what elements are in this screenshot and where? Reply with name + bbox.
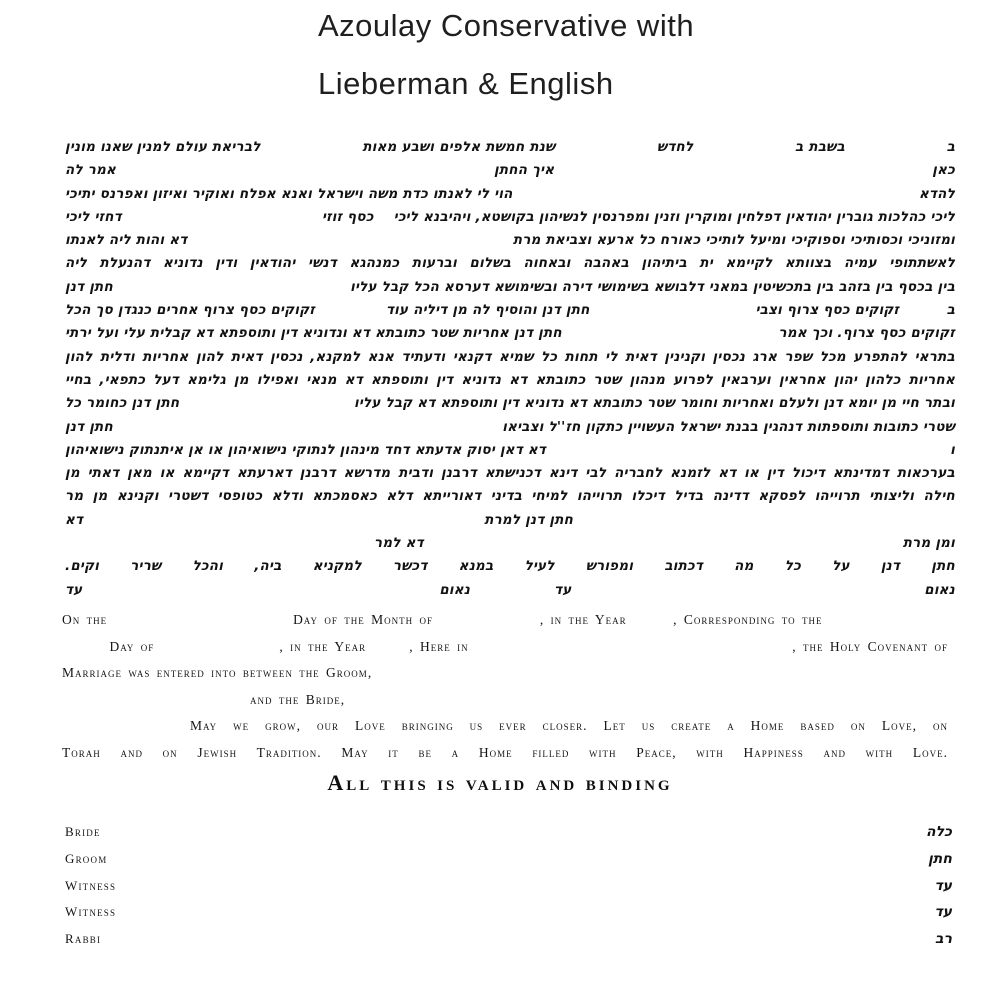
hebrew-line: לאשתתופי עמיה בצוותא לקיימא ית ביתיהון באהבה ובאחוה בשלום וברעות כמנהגא דנשי יהודאין ודין נדוניא דהנעלת ליה bbox=[65, 255, 955, 272]
hebrew-text-segment: חתן דנן למרת bbox=[484, 511, 574, 528]
english-text-block bbox=[62, 607, 948, 766]
hebrew-text-segment: דא למר bbox=[374, 535, 424, 552]
english-line-vow: May we grow, our Love bringing us ever closer. Let us create a Home based on Love, on bbox=[190, 718, 948, 733]
hebrew-text-segment: זקוקים כסף צרוף וצבי bbox=[755, 302, 900, 319]
signature-row-witness-1 bbox=[65, 878, 952, 905]
hebrew-text-block bbox=[65, 136, 955, 602]
hebrew-text-segment: ב bbox=[946, 302, 955, 319]
page-title-block bbox=[318, 6, 694, 104]
signature-label: Bride bbox=[65, 824, 101, 839]
hebrew-text-segment: שנת חמשת אלפים ושבע מאות bbox=[362, 139, 556, 155]
english-text-segment: Day of the Month of bbox=[293, 612, 433, 627]
hebrew-line bbox=[65, 229, 955, 252]
english-line-groom: Marriage was entered into between the Groom, bbox=[62, 665, 373, 680]
hebrew-text-segment: ב bbox=[946, 139, 955, 155]
signature-label: Witness bbox=[65, 877, 117, 893]
english-text-segment: On the bbox=[62, 612, 108, 627]
hebrew-text-segment: דחזי ליכי bbox=[65, 208, 122, 225]
hebrew-line bbox=[65, 183, 955, 206]
hebrew-text-segment: אמר לה bbox=[65, 162, 117, 179]
hebrew-line-lieberman: חילה וליצותי תרוייהו לפסקא דדינה בדיל דיכלו תרוייהו למיחי בדיני דאורייתא דלא כאסמכתא ודלא כטופסי דשטרי וקנינא מן מר bbox=[65, 488, 955, 505]
hebrew-text-segment: כסף זוזי bbox=[321, 208, 374, 225]
hebrew-line-kinyan bbox=[65, 532, 955, 555]
english-text-segment: , in the Year bbox=[279, 638, 367, 654]
hebrew-text-segment: שטרי כתובות ותוספתות דנהגין בבנת ישראל העשויין כתקון חז''ל וצביאו bbox=[502, 418, 955, 435]
hebrew-line bbox=[65, 206, 955, 229]
hebrew-text-segment: חתן דנן כחומר כל bbox=[65, 395, 180, 412]
english-line-vow: Torah and on Jewish Tradition. May it be a Home filled with Peace, with Happiness and with Love. bbox=[62, 744, 948, 760]
hebrew-line bbox=[65, 392, 955, 415]
hebrew-text-segment: כאן bbox=[932, 162, 955, 179]
hebrew-line-closing: חתן דנן על כל מה דכתוב ומפורש לעיל במנא דכשר למקניא ביה, והכל שריר וקים. bbox=[65, 558, 955, 575]
hebrew-text-segment: ומזוניכי וכסותיכי וספוקיכי ומיעל לותיכי כאורח כל ארעא וצביאת מרת bbox=[512, 232, 955, 249]
signature-row-groom bbox=[65, 851, 952, 878]
hebrew-text-segment: עד bbox=[65, 581, 83, 598]
english-line-bride: and the Bride, bbox=[250, 691, 346, 707]
hebrew-line bbox=[65, 322, 955, 345]
hebrew-text-segment: דא דאן יסוק אדעתא דחד מינהון לנתוקי נישואיהון או אן איתנתוק נישואיהון bbox=[65, 441, 547, 458]
english-text-segment: , Here in bbox=[409, 638, 469, 654]
hebrew-text-segment: לחדש bbox=[657, 139, 694, 155]
hebrew-text-segment: עד bbox=[554, 581, 572, 598]
signature-row-witness-2 bbox=[65, 904, 952, 931]
hebrew-line-kinyan bbox=[65, 509, 955, 532]
hebrew-line bbox=[65, 416, 955, 439]
hebrew-line: בתראי להתפרע מכל שפר ארג נכסין וקנינין דאית לי תחות כל שמיא דקנאי ודעתיד אנא למקנא, נכסין דאית להון אחריות ודלית להון bbox=[65, 348, 955, 365]
hebrew-text-segment: בין בכסף בין בזהב בין בתכשיטין במאני דלבושא בשימושי דירה ובשימושא דערסא הכל קבל עליו bbox=[350, 278, 955, 295]
hebrew-line-lieberman bbox=[65, 439, 955, 462]
english-text-segment: , the Holy Covenant of bbox=[792, 638, 948, 654]
signature-hebrew-label: עד bbox=[934, 877, 952, 894]
hebrew-line-lieberman: בערכאות דמדינתא דיכול דין או דא לזמנא לחבריה לבי דינא דכנישתא דרבנן ודבית מדרשא דרבנן דארעתא דקיימא או מאן דאתי מן bbox=[65, 465, 955, 482]
signature-hebrew-label: כלה bbox=[925, 824, 952, 840]
hebrew-text-segment: דא bbox=[65, 511, 84, 528]
validity-heading: All this is valid and binding bbox=[327, 770, 673, 795]
hebrew-text-segment: ובתר חיי מן יומא דנן ולעלם ואחריות וחומר שטר כתובתא דא נדוניא דין ותוספתא דא קבל עליו bbox=[353, 395, 955, 412]
signature-block bbox=[65, 824, 952, 958]
english-text-segment: Day of bbox=[109, 638, 155, 654]
hebrew-text-segment: חתן דנן אחריות שטר כתובתא דא ונדוניא דין ותוספתא דא קבלית עלי ועל ירתי bbox=[65, 325, 562, 342]
hebrew-text-segment: ומן מרת bbox=[902, 535, 955, 552]
hebrew-text-segment: לבריאת עולם למנין שאנו מונין bbox=[65, 139, 261, 155]
signature-hebrew-label: עד bbox=[934, 904, 952, 921]
signature-label: Witness bbox=[65, 904, 117, 920]
hebrew-text-segment: ליכי כהלכות גוברין יהודאין דפלחין ומוקרין וזנין ומפרנסין לנשיהון בקושטא, ויהיבנא ליכי bbox=[393, 208, 955, 225]
hebrew-text-segment: להדא bbox=[918, 185, 955, 202]
hebrew-line bbox=[65, 276, 955, 299]
signature-label: Rabbi bbox=[65, 931, 102, 947]
hebrew-text-segment: זקוקים כסף צרוף אחרים כנגדן סך הכל bbox=[65, 302, 315, 319]
hebrew-text-segment: דא והות ליה לאנתו bbox=[65, 232, 188, 249]
english-text-segment: , in the Year bbox=[539, 612, 627, 627]
hebrew-text-segment: הוי לי לאנתו כדת משה וישראל ואנא אפלח ואוקיר ואיזון ואפרנס יתיכי bbox=[65, 185, 513, 202]
english-line-place bbox=[62, 634, 948, 661]
hebrew-line: אחריות כלהון יהון אחראין וערבאין לפרוע מנהון שטר כתובתא דא נדוניא דין ותוספתא דא מנאי ואפילו מן גלימא דעל כתפאי, בחיי bbox=[65, 371, 955, 388]
signature-row-rabbi bbox=[65, 931, 952, 958]
hebrew-text-segment: ו bbox=[950, 441, 955, 458]
hebrew-text-segment: חתן דנן bbox=[65, 418, 113, 435]
hebrew-line bbox=[65, 299, 955, 322]
page-subtitle: Lieberman & English bbox=[318, 66, 614, 101]
hebrew-text-segment: נאום bbox=[439, 581, 471, 598]
signature-row-bride bbox=[65, 824, 952, 851]
hebrew-text-segment: חתן דנן והוסיף לה מן דיליה עוד bbox=[386, 302, 590, 319]
hebrew-line-witness-signatures bbox=[65, 579, 955, 602]
hebrew-text-segment: נאום bbox=[924, 581, 955, 598]
english-line-date bbox=[62, 607, 948, 634]
signature-label: Groom bbox=[65, 850, 108, 866]
hebrew-text-segment: חתן דנן bbox=[65, 278, 113, 295]
hebrew-text-segment: איך החתן bbox=[494, 162, 555, 179]
signature-hebrew-label: חתן bbox=[928, 850, 952, 867]
page-title: Azoulay Conservative with bbox=[318, 8, 695, 43]
signature-hebrew-label: רב bbox=[935, 931, 952, 948]
hebrew-text-segment: זקוקים כסף צרוף. וכך אמר bbox=[778, 325, 955, 342]
hebrew-line-place bbox=[65, 159, 955, 182]
hebrew-text-segment: בשבת ב bbox=[794, 139, 845, 155]
english-text-segment: , Corresponding to the bbox=[673, 612, 823, 627]
hebrew-line-date bbox=[65, 136, 955, 159]
